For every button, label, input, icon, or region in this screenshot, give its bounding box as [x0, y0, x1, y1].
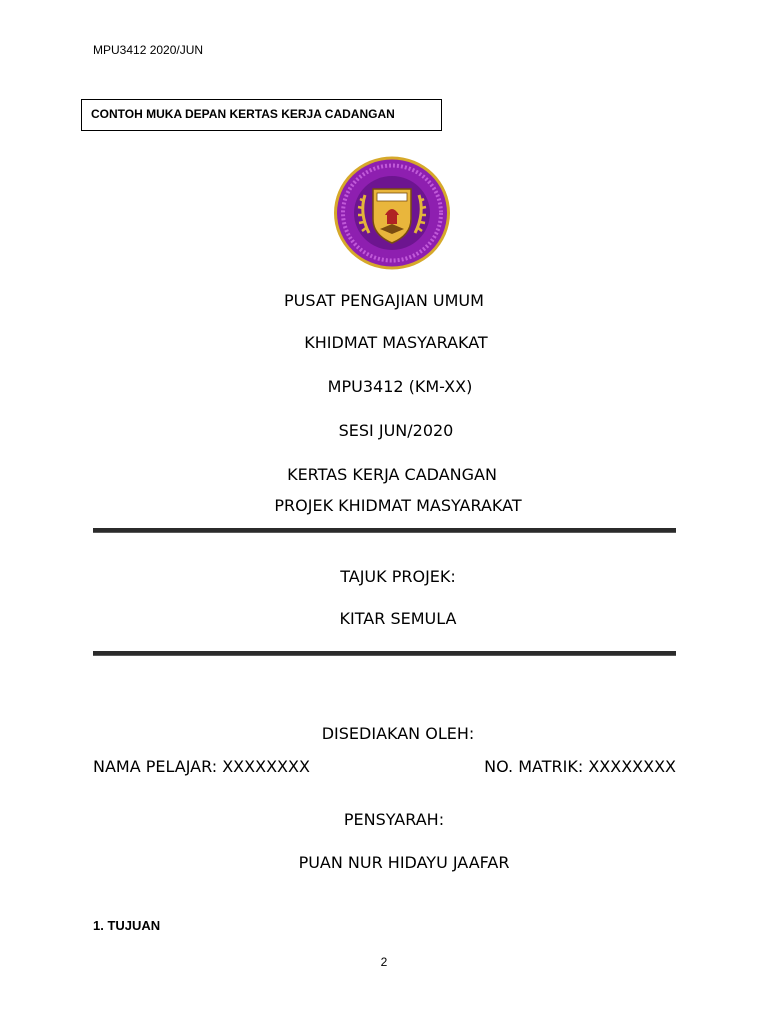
- course-group: MPU3412 (KM-XX): [327, 377, 473, 396]
- institution-crest-icon: [333, 155, 451, 271]
- divider-top: [93, 528, 676, 533]
- lecturer-heading: PENSYARAH:: [343, 810, 445, 829]
- project-title-heading: TAJUK PROJEK:: [340, 567, 456, 586]
- matric-number: NO. MATRIK: XXXXXXXX: [484, 757, 676, 776]
- section-heading: 1. TUJUAN: [93, 918, 161, 933]
- divider-bottom: [93, 651, 676, 656]
- page-number: 2: [380, 955, 388, 969]
- project-title: KITAR SEMULA: [339, 609, 457, 628]
- cover-label-box: [81, 99, 442, 131]
- project-type: PROJEK KHIDMAT MASYARAKAT: [274, 496, 522, 515]
- lecturer-name: PUAN NUR HIDAYU JAAFAR: [298, 853, 510, 872]
- crest-svg: [333, 155, 451, 271]
- cover-label-text: CONTOH MUKA DEPAN KERTAS KERJA CADANGAN: [91, 107, 395, 121]
- student-name: NAMA PELAJAR: XXXXXXXX: [93, 757, 310, 776]
- course-code-header: MPU3412 2020/JUN: [93, 43, 204, 57]
- school-name: PUSAT PENGAJIAN UMUM: [284, 291, 484, 310]
- course-name: KHIDMAT MASYARAKAT: [304, 333, 488, 352]
- document-type: KERTAS KERJA CADANGAN: [287, 465, 497, 484]
- session: SESI JUN/2020: [338, 421, 454, 440]
- prepared-by-heading: DISEDIAKAN OLEH:: [321, 724, 475, 743]
